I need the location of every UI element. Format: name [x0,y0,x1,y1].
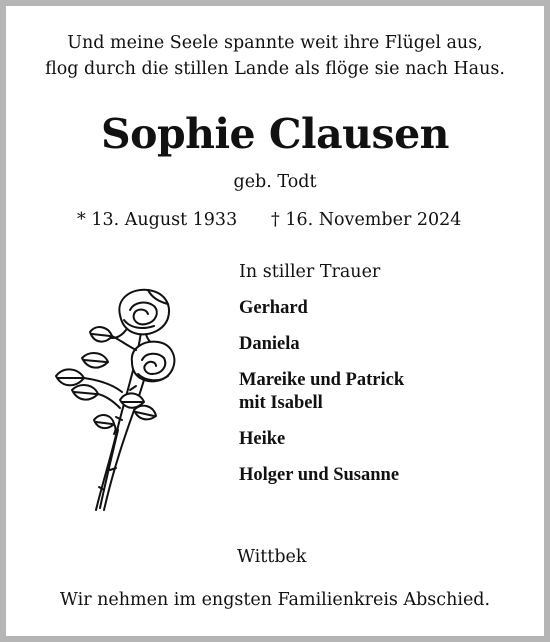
poem-line-1: Und meine Seele spannte weit ihre Flügel aus, [67,33,483,53]
family-member [239,333,404,356]
closing-line: Wir nehmen im engsten Familienkreis Abschied. [59,590,491,610]
birth-date: * 13. August 1933 [77,210,238,230]
family-member-line: Gerhard [239,298,308,318]
family-member [239,464,404,487]
family-member-line: Mareike und Patrick [239,370,405,390]
poem-line-2: flog durch die stillen Lande als flöge sie nach Haus. [45,59,505,79]
family-member [239,297,404,320]
family-member-line: Holger und Susanne [239,465,400,485]
mourning-line: In stiller Trauer [239,262,381,282]
maiden-name: geb. Todt [233,172,317,192]
family-member [239,428,404,451]
rose-icon [50,280,185,515]
family-member [239,369,404,415]
family-member-line: mit Isabell [239,393,323,413]
death-date: † 16. November 2024 [271,210,462,230]
family-member-line: Heike [239,429,286,449]
family-list [239,297,404,500]
deceased-name: Sophie Clausen [101,110,449,158]
place-name: Wittbek [237,547,307,567]
family-member-line: Daniela [239,334,300,354]
